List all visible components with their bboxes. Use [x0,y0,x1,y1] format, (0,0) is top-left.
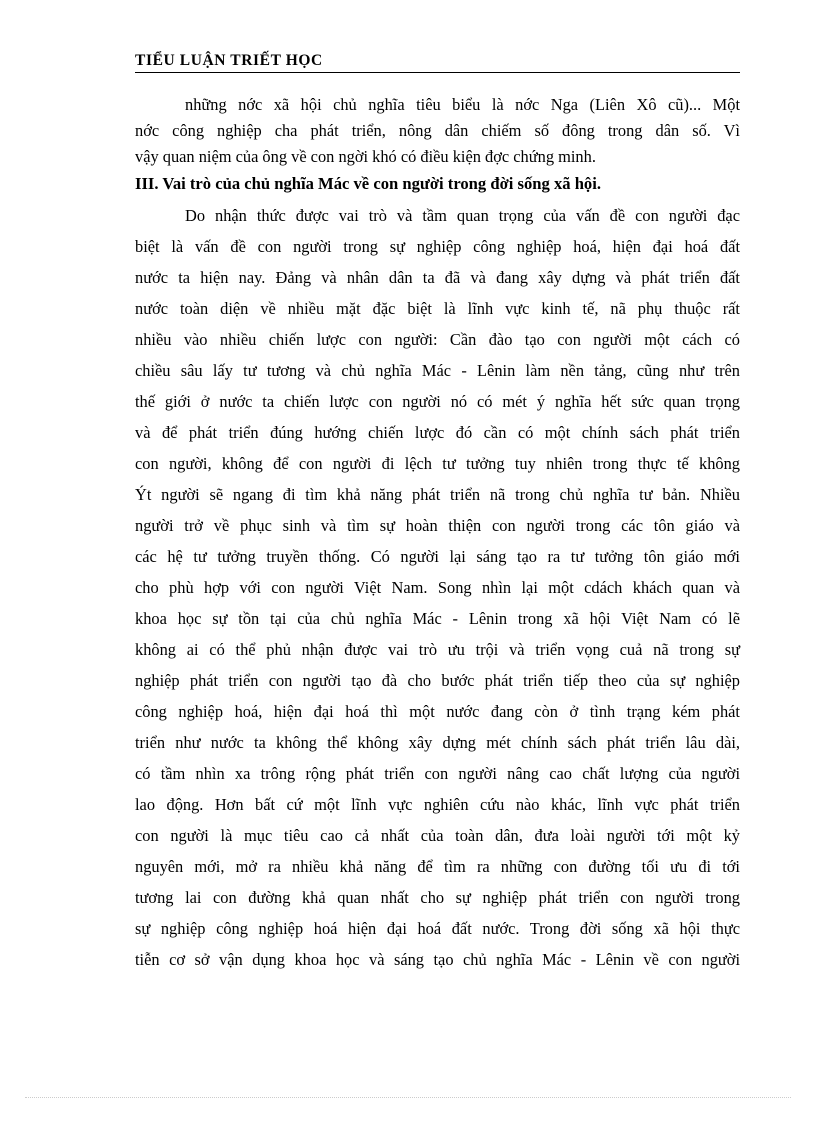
body-line: người trở về phục sinh và tìm sự hoàn thiện con người trong các tôn giáo và [135,516,740,535]
page-bottom-divider [25,1097,791,1098]
body-line: nhiều vào nhiều chiến lược con người: Cần đào tạo con người một cách có [135,330,740,349]
body-line: có tầm nhìn xa trông rộng phát triển con người nâng cao chất lượng của người [135,764,740,783]
body-line: công nghiệp hoá, hiện đại hoá thì một nước đang còn ở tình trạng kém phát [135,702,740,721]
body-line: con người, không để con người đi lệch tư tưởng tuy nhiên trong thực tế không [135,454,740,473]
body-line: Do nhận thức được vai trò và tầm quan trọng của vấn đề con người đạc [185,206,740,225]
section-heading: III. Vai trò của chủ nghĩa Mác về con người trong đời sống xã hội. [135,174,601,193]
page-header [135,52,740,73]
body-line: các hệ tư tưởng truyền thống. Có người lại sáng tạo ra tư tưởng tôn giáo mới [135,547,740,566]
body-line: cho phù hợp với con người Việt Nam. Song nhìn lại một cdách khách quan và [135,578,740,597]
header-title: TIỂU LUẬN TRIẾT HỌC [135,52,323,69]
body-line: không ai có thể phủ nhận được vai trò ưu trội và triển vọng cuả nã trong sự [135,640,740,659]
body-line: tương lai con đường khả quan nhất cho sự nghiệp phát triển con người trong [135,888,740,907]
body-line: lao động. Hơn bất cứ một lĩnh vực nghiên cứu nào khác, lĩnh vực phát triển [135,795,740,814]
intro-line: vậy quan niệm của ông về con ngời khó có điều kiện đợc chứng minh. [135,147,596,166]
intro-line: nớc công nghiệp cha phát triển, nông dân chiếm số đông trong dân số. Vì [135,121,740,140]
body-line: nghiệp phát triển con người tạo đà cho bước phát triển tiếp theo của sự nghiệp [135,671,740,690]
intro-line: những nớc xã hội chủ nghĩa tiêu biểu là nớc Nga (Liên Xô cũ)... Một [185,95,740,114]
body-line: và để phát triển đúng hướng chiến lược đó cần có một chính sách phát triển [135,423,740,442]
body-line: triển như nước ta không thể không xây dựng mét chính sách phát triển lâu dài, [135,733,740,752]
body-line: nguyên mới, mở ra nhiều khả năng để tìm ra những con đường tối ưu đi tới [135,857,740,876]
body-line: sự nghiệp công nghiệp hoá hiện đại hoá đất nước. Trong đời sống xã hội thực [135,919,740,938]
body-line: khoa học sự tồn tại của chủ nghĩa Mác - Lênin trong xã hội Việt Nam có lẽ [135,609,740,628]
body-line: con người là mục tiêu cao cả nhất của toàn dân, đưa loài người tới một kỷ [135,826,740,845]
body-line: thế giới ở nước ta chiến lược con người nó có mét ý nghĩa hết sức quan trọng [135,392,740,411]
body-line: nước toàn diện về nhiều mặt đặc biệt là lĩnh vực kinh tế, nã phụ thuộc rất [135,299,740,318]
body-line: Ýt người sẽ ngang đi tìm khả năng phát triển nã trong chủ nghĩa tư bản. Nhiều [135,485,740,504]
body-line: chiều sâu lấy tư tương và chủ nghĩa Mác - Lênin làm nền tảng, cũng như trên [135,361,740,380]
body-line: biệt là vấn đề con người trong sự nghiệp công nghiệp hoá, hiện đại hoá đất [135,237,740,256]
body-line: nước ta hiện nay. Đảng và nhân dân ta đã và đang xây dựng và phát triển đất [135,268,740,287]
body-line: tiễn cơ sở vận dụng khoa học và sáng tạo chủ nghĩa Mác - Lênin về con người [135,950,740,969]
